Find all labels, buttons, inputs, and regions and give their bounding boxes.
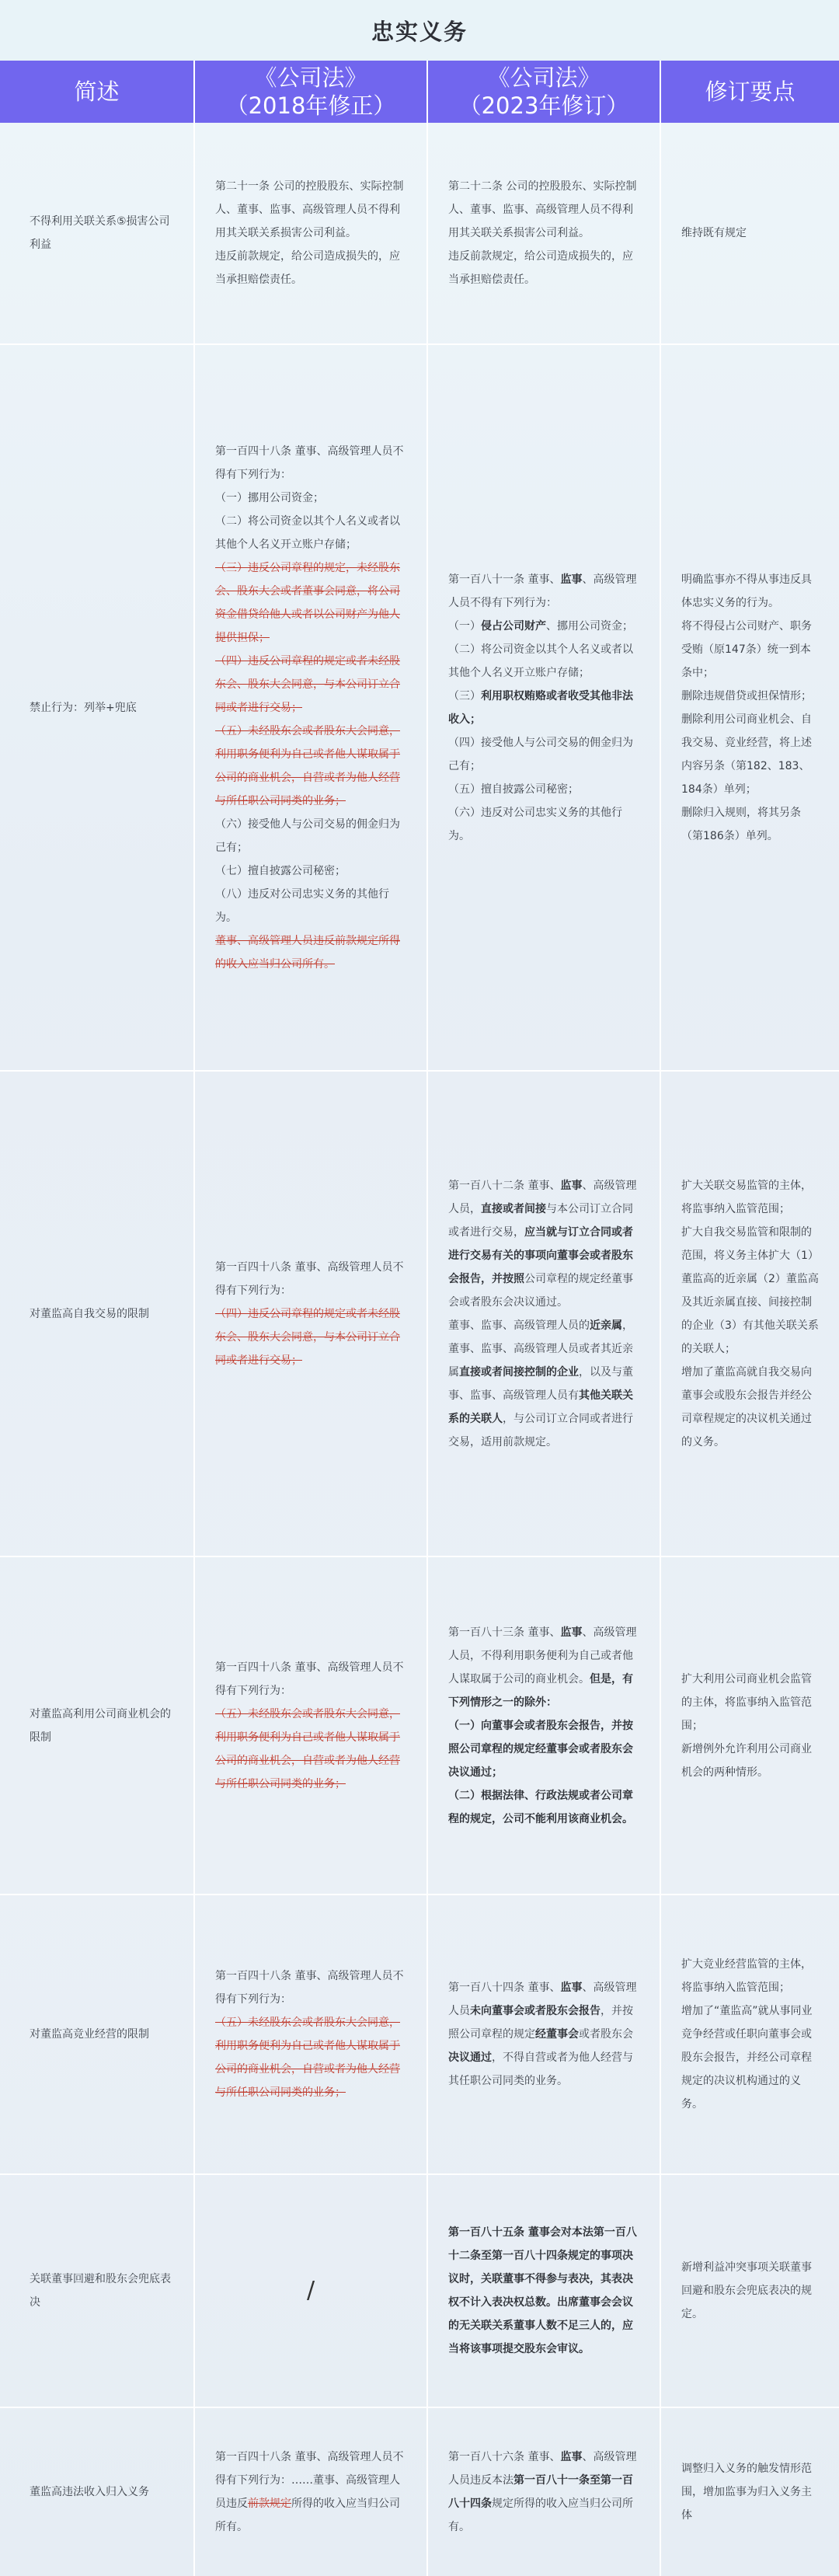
revision-point: 扩大关联交易监管的主体，将监事纳入监管范围； [681, 1179, 812, 1215]
deleted-text: （五）未经股东会或者股东大会同意，利用职务便利为自己或者他人谋取属于公司的商业机会，自营或者为他人经营与所任职公司同类的业务； [215, 2017, 400, 2099]
header-points-label: 修订要点 [705, 78, 795, 105]
law-2023-paragraph [448, 1784, 639, 1831]
added-text: 侵占公司财产 [481, 619, 546, 633]
revision-point: 将不得侵占公司财产、职务受贿（原147条）统一到本条中； [681, 619, 812, 679]
law-2023-paragraph [448, 1314, 639, 1454]
law-2018-cell [194, 2407, 427, 2576]
revision-point: 扩大竞业经营监管的主体，将监事纳入监管范围； [681, 1958, 812, 1994]
added-text: 直接或者间接 [481, 1202, 546, 1215]
text-run: 董事、监事、高级管理人员的 [448, 1319, 590, 1332]
added-text: 近亲属 [590, 1319, 622, 1332]
revision-point: 扩大利用公司商业机会监管的主体，将监事纳入监管范围； [681, 1672, 812, 1732]
law-2023-paragraph [448, 1174, 639, 1314]
summary-cell: 对董监高竞业经营的限制 [0, 1895, 194, 2174]
text-run: 第一百四十八条 董事、高级管理人员不得有下列行为： [215, 444, 404, 481]
law-2018-paragraph [215, 1256, 406, 1302]
summary-cell: 关联董事回避和股东会兜底表决 [0, 2174, 194, 2407]
revision-point: 维持既有规定 [681, 227, 747, 239]
text-run: 、高级管理人员不得有下列行为： [448, 573, 637, 609]
added-text: 其他关联关系的关联人 [448, 1389, 633, 1425]
law-2023-paragraph [448, 731, 639, 778]
text-run: 或者股东会 [579, 2028, 633, 2041]
added-text: 经董事会 [535, 2028, 579, 2041]
law-2023-paragraph [448, 615, 639, 638]
added-text: 但是，有下列情形之一的除外： [448, 1672, 633, 1709]
law-2023-paragraph [448, 175, 639, 245]
text-run: 第一百八十三条 董事、 [448, 1626, 561, 1639]
added-text: 监事 [560, 1179, 583, 1192]
added-text: 监事 [560, 1626, 583, 1639]
table-row [0, 1071, 839, 1556]
summary-cell: 禁止行为：列举+兜底 [0, 344, 194, 1071]
header-2018 [194, 61, 427, 123]
revision-point: 增加了“董监高”就从事同业竞争经营或任职向董事会或股东会报告，并经公司章程规定的决议机构通过的义务。 [681, 2005, 813, 2111]
law-2018-paragraph [215, 720, 406, 813]
header-row [0, 61, 839, 123]
text-run: 第二十一条 公司的控股股东、实际控制人、董事、监事、高级管理人员不得利用其关联关系损害公司利益。 [215, 180, 404, 239]
summary-cell: 不得利用关联关系⑤损害公司利益 [0, 123, 194, 344]
law-2018-paragraph [215, 2445, 406, 2539]
law-2018-paragraph [215, 883, 406, 929]
revision-point: 增加了董监高就自我交易向董事会或股东会报告并经公司章程规定的决议机关通过的义务。 [681, 1365, 812, 1448]
added-text: 第一百八十一条至第一百八十四条 [448, 2474, 633, 2510]
added-text: 监事 [560, 1982, 583, 1994]
text-run: 违反前款规定，给公司造成损失的，应当承担赔偿责任。 [448, 250, 633, 286]
law-2023-paragraph [448, 801, 639, 848]
text-run: 、高级管理人员， [448, 1179, 637, 1215]
law-2018-paragraph [215, 245, 406, 291]
text-run: 第二十二条 公司的控股股东、实际控制人、董事、监事、高级管理人员不得利用其关联关系损害公司利益。 [448, 180, 637, 239]
law-2023-cell [427, 1556, 660, 1895]
law-2018-paragraph [215, 1964, 406, 2011]
revision-points-cell [660, 2174, 839, 2407]
law-2023-paragraph [448, 638, 639, 685]
revision-point: 删除利用公司商业机会、自我交易、竞业经营，将上述内容另条（第182、183、184条）单列； [681, 713, 812, 796]
revision-points-cell [660, 1071, 839, 1556]
text-run: （一）挪用公司资金； [215, 491, 324, 504]
revision-point: 新增例外允许利用公司商业机会的两种情形。 [681, 1742, 812, 1779]
header-2023-label: 《公司法》 （2023年修订） [458, 64, 629, 119]
law-2023-paragraph [448, 1621, 639, 1714]
law-2023-paragraph [448, 1976, 639, 2093]
law-2018-paragraph [215, 650, 406, 720]
text-run: （六）接受他人与公司交易的佣金归为己有； [215, 817, 400, 854]
law-2018-paragraph [215, 556, 406, 650]
text-run: （八）违反对公司忠实义务的其他行为。 [215, 887, 389, 924]
text-run: 第一百八十六条 董事、 [448, 2451, 561, 2463]
added-text: 第一百八十五条 董事会对本法第一百八十二条至第一百八十四条规定的事项决议时，关联董事不得参与表决，其表决权不计入表决权总数。出席董事会会议的无关联关系董事人数不足三人的，应当将该事项提交股东会审议。 [448, 2226, 637, 2355]
revision-point: 新增利益冲突事项关联董事回避和股东会兜底表决的规定。 [681, 2261, 812, 2320]
revision-point: 明确监事亦不得从事违反具体忠实义务的行为。 [681, 573, 812, 609]
law-2018-cell: / [194, 2174, 427, 2407]
law-2018-paragraph [215, 1302, 406, 1372]
law-2018-cell [194, 344, 427, 1071]
text-run: （五）擅自披露公司秘密； [448, 783, 579, 796]
law-2023-paragraph [448, 568, 639, 615]
deleted-text: 前款规定 [248, 2498, 291, 2510]
law-2023-cell [427, 2174, 660, 2407]
text-run: （二）将公司资金以其个人名义或者以其他个人名义开立账户存储； [215, 514, 400, 551]
deleted-text: 董事、高级管理人员违反前款规定所得的收入应当归公司所有。 [215, 934, 400, 971]
law-2018-paragraph [215, 859, 406, 883]
added-text: （二）根据法律、行政法规或者公司章程的规定，公司不能利用该商业机会。 [448, 1789, 633, 1825]
text-run: 第一百四十八条 董事、高级管理人员不得有下列行为： [215, 1260, 404, 1297]
revision-point: 删除违规借贷或担保情形； [681, 689, 812, 702]
law-2023-cell [427, 123, 660, 344]
text-run: 与本公司订立合同或者进行交易， [448, 1202, 633, 1239]
text-run: （三） [448, 689, 481, 702]
added-text: 应当就与订立合同或者进行交易有关的事项向董事会或者股东会报告，并按照 [448, 1225, 633, 1285]
law-2018-paragraph [215, 813, 406, 859]
text-run: 、高级管理人员，不得利用职务便利为自己或者他人谋取属于公司的商业机会。 [448, 1626, 637, 1685]
added-text: 利用职权贿赂或者收受其他非法收入； [448, 689, 633, 726]
revision-points-cell [660, 2407, 839, 2576]
text-run: ，与公司订立合同或者进行交易，适用前款规定。 [448, 1412, 633, 1448]
text-run: 第一百四十八条 董事、高级管理人员不得有下列行为：……董事、高级管理人员违反 [215, 2451, 404, 2510]
text-run: （一） [448, 619, 481, 633]
text-run: 违反前款规定，给公司造成损失的，应当承担赔偿责任。 [215, 250, 400, 286]
text-run: （二）将公司资金以其个人名义或者以其他个人名义开立账户存储； [448, 643, 633, 679]
summary-cell: 董监高违法收入归入义务 [0, 2407, 194, 2576]
deleted-text: （四）违反公司章程的规定或者未经股东会、股东大会同意，与本公司订立合同或者进行交易； [215, 654, 400, 714]
added-text: 监事 [560, 573, 583, 586]
revision-point: 删除归入规则，将其另条（第186条）单列。 [681, 806, 801, 842]
deleted-text: （四）违反公司章程的规定或者未经股东会、股东大会同意，与本公司订立合同或者进行交易； [215, 1307, 400, 1367]
table-row [0, 2407, 839, 2576]
text-run: 第一百八十二条 董事、 [448, 1179, 561, 1192]
header-2018-label: 《公司法》 （2018年修正） [225, 64, 396, 119]
deleted-text: （三）违反公司章程的规定，未经股东会、股东大会或者董事会同意，将公司资金借贷给他人或者以公司财产为他人提供担保； [215, 561, 400, 644]
header-2023 [427, 61, 660, 123]
law-2018-cell [194, 1071, 427, 1556]
law-2018-paragraph [215, 1703, 406, 1796]
law-2018-paragraph [215, 2011, 406, 2104]
law-2018-paragraph [215, 175, 406, 245]
text-run: 第一百八十一条 董事、 [448, 573, 561, 586]
added-text: 直接或者间接控制的企业 [459, 1365, 579, 1379]
text-run: 第一百八十四条 董事、 [448, 1982, 561, 1994]
text-run: 所得的收入应当归公司所有。 [215, 2498, 400, 2533]
law-2023-paragraph [448, 2445, 639, 2539]
added-text: 决议通过 [448, 2051, 492, 2064]
law-2023-cell [427, 1895, 660, 2174]
text-run: ，以及与董事、监事、高级管理人员有 [448, 1365, 633, 1402]
header-summary [0, 61, 194, 123]
text-run: 、挪用公司资金； [546, 619, 633, 633]
page-title: 忠实义务 [0, 0, 839, 61]
added-text: （一）向董事会或者股东会报告，并按照公司章程的规定经董事会或者股东会决议通过； [448, 1719, 633, 1779]
table-row [0, 344, 839, 1071]
table-row [0, 123, 839, 344]
text-run: 第一百四十八条 董事、高级管理人员不得有下列行为： [215, 1970, 404, 2006]
law-2018-paragraph [215, 510, 406, 556]
law-2018-paragraph [215, 1656, 406, 1703]
revision-points-cell [660, 1556, 839, 1895]
summary-cell: 对董监高利用公司商业机会的限制 [0, 1556, 194, 1895]
text-run: 第一百四十八条 董事、高级管理人员不得有下列行为： [215, 1661, 404, 1697]
table-row [0, 2174, 839, 2407]
text-run: ，董事、监事、高级管理人员或者其近亲属 [448, 1319, 633, 1379]
added-text: 监事 [560, 2451, 583, 2463]
revision-points-cell [660, 344, 839, 1071]
law-2023-cell [427, 1071, 660, 1556]
text-run: 公司章程的规定经董事会或者股东会决议通过。 [448, 1272, 633, 1309]
law-2018-cell [194, 1556, 427, 1895]
law-2018-paragraph [215, 486, 406, 510]
law-2018-cell [194, 123, 427, 344]
text-run: ，不得自营或者为他人经营与其任职公司同类的业务。 [448, 2051, 633, 2087]
deleted-text: （五）未经股东会或者股东大会同意，利用职务便利为自己或者他人谋取属于公司的商业机会，自营或者为他人经营与所任职公司同类的业务； [215, 724, 400, 807]
law-2018-paragraph [215, 440, 406, 486]
law-2023-paragraph [448, 2221, 639, 2361]
text-run: 、高级管理人员违反本法 [448, 2451, 637, 2487]
header-summary-label: 简述 [74, 78, 120, 105]
added-text: 未向董事会或者股东会报告 [470, 2005, 601, 2017]
revision-points-cell [660, 1895, 839, 2174]
law-2023-paragraph [448, 1714, 639, 1784]
law-2023-paragraph [448, 778, 639, 801]
text-run: （四）接受他人与公司交易的佣金归为己有； [448, 736, 633, 772]
law-2023-paragraph [448, 685, 639, 731]
revision-point: 调整归入义务的触发情形范围，增加监事为归入义务主体 [681, 2463, 812, 2522]
law-2023-cell [427, 2407, 660, 2576]
text-run: ，并按照公司章程的规定 [448, 2005, 633, 2041]
text-run: 、高级管理人员 [448, 1982, 637, 2017]
law-2023-paragraph [448, 245, 639, 291]
comparison-table [0, 61, 839, 2576]
table-row [0, 1556, 839, 1895]
law-2018-cell [194, 1895, 427, 2174]
text-run: （七）擅自披露公司秘密； [215, 864, 346, 877]
table-body [0, 123, 839, 2576]
deleted-text: （五）未经股东会或者股东大会同意，利用职务便利为自己或者他人谋取属于公司的商业机会，自营或者为他人经营与所任职公司同类的业务； [215, 1707, 400, 1790]
header-points [660, 61, 839, 123]
law-2018-paragraph [215, 929, 406, 976]
summary-cell: 对董监高自我交易的限制 [0, 1071, 194, 1556]
text-run: （六）违反对公司忠实义务的其他行为。 [448, 806, 622, 842]
table-header [0, 61, 839, 123]
revision-points-cell [660, 123, 839, 344]
revision-point: 扩大自我交易监管和限制的范围，将义务主体扩大（1）董监高的近亲属（2）董监高及其近亲属直接、间接控制的企业（3）有其他关联关系的关联人； [681, 1225, 819, 1355]
law-2023-cell [427, 344, 660, 1071]
table-row [0, 1895, 839, 2174]
text-run: 规定所得的收入应当归公司所有。 [448, 2498, 633, 2533]
